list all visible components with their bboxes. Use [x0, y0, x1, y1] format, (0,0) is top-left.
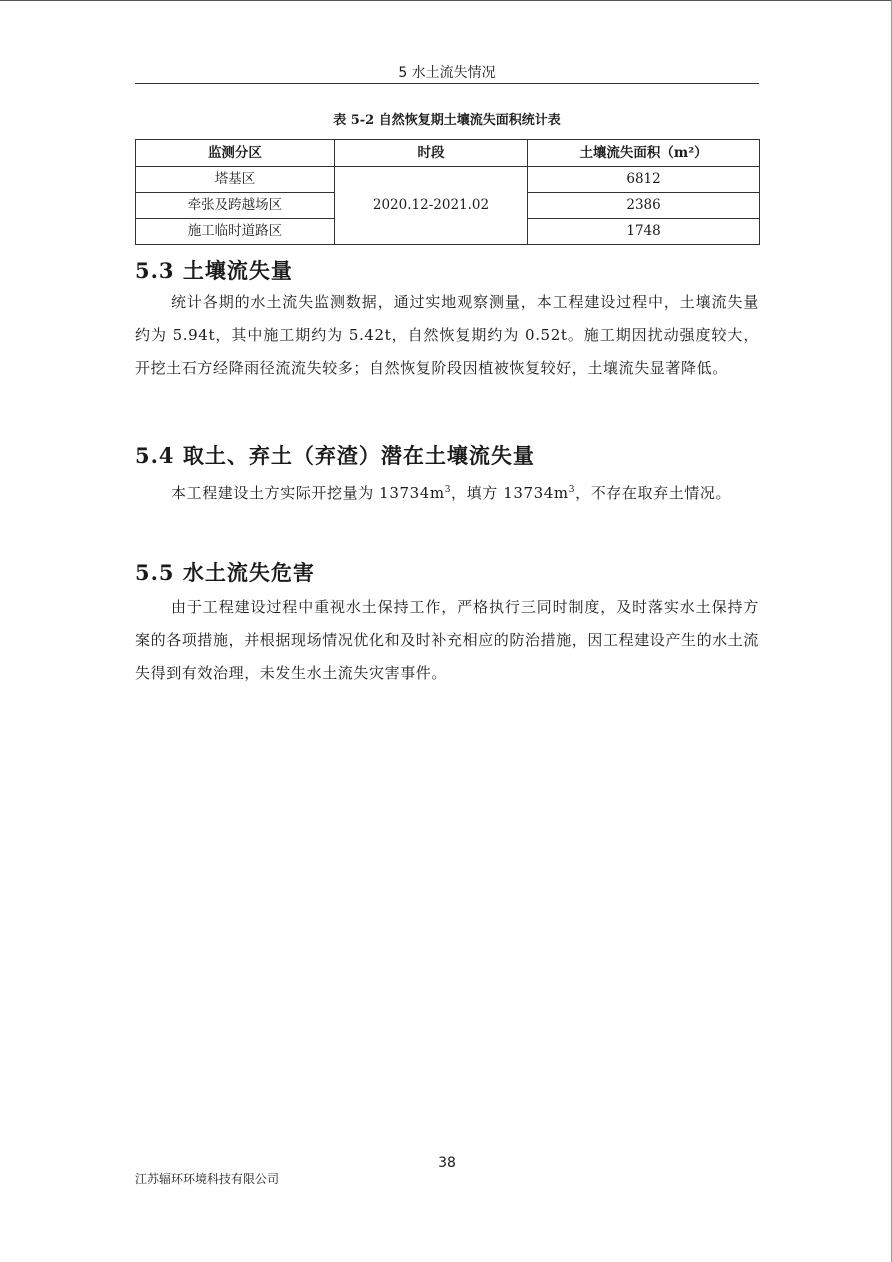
section-heading-5-4: 5.4 取土、弃土（弃渣）潜在土壤流失量 — [135, 443, 535, 468]
table-header-row — [136, 140, 760, 167]
superscript: 3 — [568, 485, 576, 495]
column-header-area: 土壤流失面积（m²） — [528, 140, 760, 167]
column-header-zone: 监测分区 — [136, 140, 335, 167]
section-heading-5-3: 5.3 土壤流失量 — [135, 258, 293, 283]
paragraph-text: ，不存在取弃土情况。 — [575, 484, 732, 502]
section-paragraph-5-5: 由于工程建设过程中重视水土保持工作，严格执行三同时制度，及时落实水土保持方案的各项措施，并根据现场情况优化和及时补充相应的防治措施，因工程建设产生的水土流失得到有效治理，未发生水土流失灾害事件。 — [135, 598, 760, 682]
soil-loss-area-table — [135, 139, 760, 245]
superscript: 3 — [444, 485, 452, 495]
table-caption: 表 5-2 自然恢复期土壤流失面积统计表 — [333, 113, 561, 128]
section-paragraph-5-4 — [135, 474, 759, 510]
table-cell-area: 2386 — [528, 193, 760, 219]
table-cell-period: 2020.12-2021.02 — [334, 167, 527, 245]
running-header: 5 水土流失情况 — [398, 65, 496, 81]
section-paragraph-5-3: 统计各期的水土流失监测数据，通过实地观察测量，本工程建设过程中，土壤流失量约为 5.94t，其中施工期约为 5.42t，自然恢复期约为 0.52t。施工期因扰动强度较大，开挖土石方经降雨径流流失较多；自然恢复阶段因植被恢复较好，土壤流失显著降低。 — [135, 293, 759, 377]
table-cell-zone: 牵张及跨越场区 — [136, 193, 335, 219]
paragraph-text: 本工程建设土方实际开挖量为 13734m — [171, 484, 445, 502]
table-cell-area: 1748 — [528, 219, 760, 245]
page-number: 38 — [438, 1155, 456, 1171]
table-cell-zone: 塔基区 — [136, 167, 335, 193]
table-row — [136, 167, 760, 193]
column-header-period: 时段 — [334, 140, 527, 167]
header-rule — [135, 83, 759, 84]
section-heading-5-5: 5.5 水土流失危害 — [135, 560, 315, 585]
paragraph-text: ，填方 13734m — [451, 484, 569, 502]
page-edge-top — [0, 0, 892, 1]
company-footer: 江苏辐环环境科技有限公司 — [135, 1172, 280, 1186]
table-cell-area: 6812 — [528, 167, 760, 193]
table-cell-zone: 施工临时道路区 — [136, 219, 335, 245]
